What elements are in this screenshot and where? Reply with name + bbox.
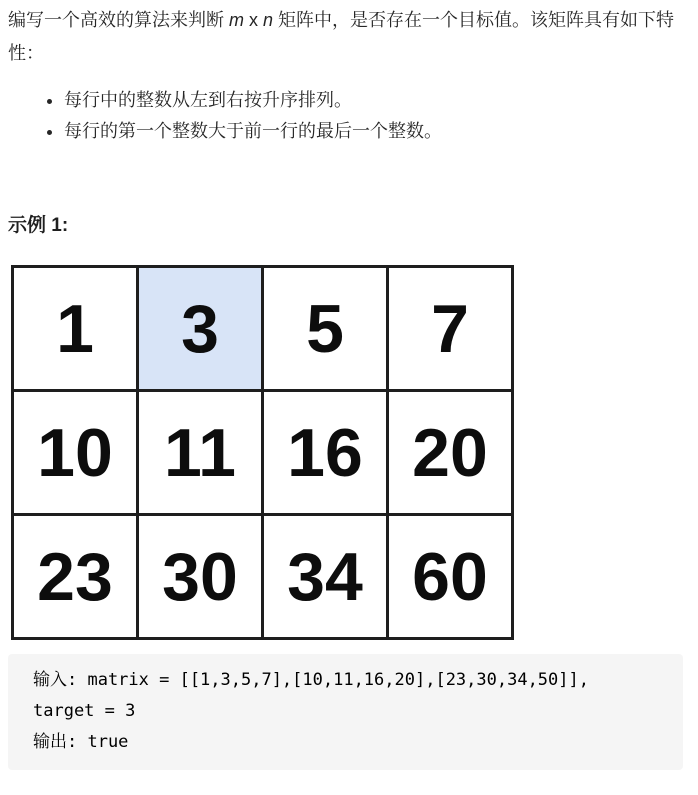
matrix-cell: 7	[388, 267, 513, 391]
matrix-cell: 1	[13, 267, 138, 391]
matrix-cell: 11	[138, 391, 263, 515]
matrix-cell: 10	[13, 391, 138, 515]
matrix-cell-highlight: 3	[138, 267, 263, 391]
properties-list	[8, 85, 690, 147]
var-m: m	[229, 10, 244, 30]
matrix-cell: 16	[263, 391, 388, 515]
example-heading: 示例 1:	[8, 215, 69, 236]
matrix-figure	[11, 265, 514, 640]
io-line-output: 输出: true	[33, 732, 129, 752]
intro-text-prefix: 编写一个高效的算法来判断	[8, 10, 229, 30]
intro-text-suffix: 矩阵中，是否存在一个目标值。该矩阵具有如下特性：	[8, 10, 675, 63]
example-io-block	[8, 654, 683, 770]
matrix-row	[13, 515, 513, 639]
matrix-row	[13, 391, 513, 515]
matrix-row	[13, 267, 513, 391]
property-item: • 每行中的整数从左到右按升序排列。	[64, 85, 690, 116]
matrix-cell: 30	[138, 515, 263, 639]
io-line-input: 输入: matrix = [[1,3,5,7],[10,11,16,20],[23,30,34,50]],	[33, 670, 589, 690]
property-item: • 每行的第一个整数大于前一行的最后一个整数。	[64, 116, 690, 147]
matrix-cell: 23	[13, 515, 138, 639]
matrix-cell: 60	[388, 515, 513, 639]
intro-paragraph	[8, 4, 690, 70]
var-n: n	[263, 10, 274, 30]
matrix-cell: 34	[263, 515, 388, 639]
matrix-cell: 5	[263, 267, 388, 391]
matrix-cell: 20	[388, 391, 513, 515]
intro-times: x	[244, 10, 264, 30]
io-line-input-continued: target = 3	[33, 701, 136, 721]
